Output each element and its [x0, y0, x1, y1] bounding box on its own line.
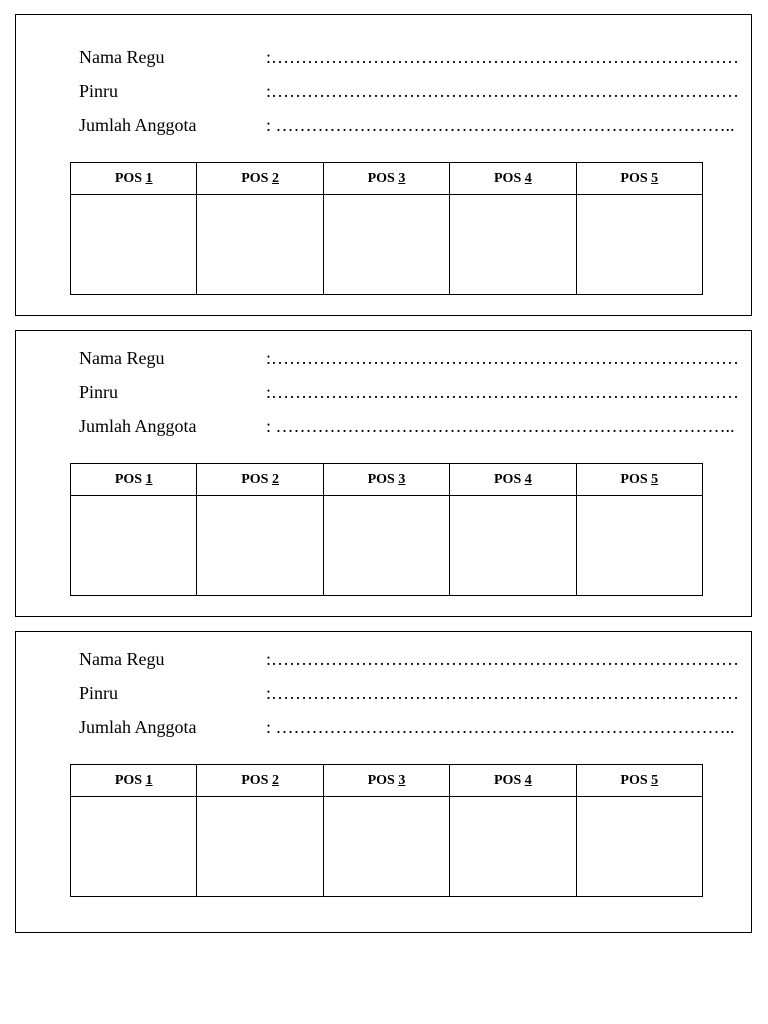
pos-table — [70, 162, 703, 295]
pos-cell-3[interactable] — [323, 797, 449, 897]
pos-header-2: POS 2 — [197, 464, 323, 496]
pos-cell-2[interactable] — [197, 195, 323, 295]
pos-cell-4[interactable] — [450, 797, 576, 897]
pos-cell-3[interactable] — [323, 195, 449, 295]
pos-header-1: POS 1 — [71, 464, 197, 496]
pos-cell-2[interactable] — [197, 496, 323, 596]
team-name-label: Nama Regu — [79, 348, 165, 368]
pos-score-row — [71, 496, 703, 596]
pos-cell-3[interactable] — [323, 496, 449, 596]
members-count-blank: : ………………………………………………………………….. — [266, 717, 735, 737]
pos-header-4: POS 4 — [450, 765, 576, 797]
pos-header-2: POS 2 — [197, 163, 323, 195]
pos-cell-5[interactable] — [576, 797, 702, 897]
members-count-label: Jumlah Anggota — [79, 416, 197, 436]
pos-header-3: POS 3 — [323, 464, 449, 496]
pos-table — [70, 463, 703, 596]
pos-cell-4[interactable] — [450, 195, 576, 295]
members-count-blank: : ………………………………………………………………….. — [266, 416, 735, 436]
team-name-label: Nama Regu — [79, 47, 165, 67]
pos-cell-5[interactable] — [576, 195, 702, 295]
pos-score-row — [71, 797, 703, 897]
leader-blank: :…………………………………………………………………… — [266, 683, 740, 703]
pos-header-row — [71, 765, 703, 797]
pos-header-5: POS 5 — [576, 765, 702, 797]
pos-header-5: POS 5 — [576, 163, 702, 195]
pos-header-1: POS 1 — [71, 163, 197, 195]
members-count-label: Jumlah Anggota — [79, 115, 197, 135]
leader-label: Pinru — [79, 382, 119, 402]
pos-cell-1[interactable] — [71, 195, 197, 295]
form-card-2 — [15, 330, 752, 617]
pos-cell-1[interactable] — [71, 797, 197, 897]
leader-label: Pinru — [79, 81, 119, 101]
pos-table — [70, 764, 703, 897]
team-name-blank: :…………………………………………………………………… — [266, 649, 740, 669]
pos-cell-1[interactable] — [71, 496, 197, 596]
pos-cell-2[interactable] — [197, 797, 323, 897]
pos-cell-5[interactable] — [576, 496, 702, 596]
pos-header-5: POS 5 — [576, 464, 702, 496]
team-name-blank: :…………………………………………………………………… — [266, 47, 740, 67]
form-card-1 — [15, 14, 752, 316]
members-count-blank: : ………………………………………………………………….. — [266, 115, 735, 135]
pos-header-row — [71, 163, 703, 195]
members-count-label: Jumlah Anggota — [79, 717, 197, 737]
pos-cell-4[interactable] — [450, 496, 576, 596]
pos-header-row — [71, 464, 703, 496]
leader-blank: :…………………………………………………………………… — [266, 81, 740, 101]
team-name-label: Nama Regu — [79, 649, 165, 669]
team-name-blank: :…………………………………………………………………… — [266, 348, 740, 368]
pos-header-3: POS 3 — [323, 163, 449, 195]
pos-header-4: POS 4 — [450, 464, 576, 496]
leader-label: Pinru — [79, 683, 119, 703]
pos-header-3: POS 3 — [323, 765, 449, 797]
pos-score-row — [71, 195, 703, 295]
form-card-3 — [15, 631, 752, 933]
leader-blank: :…………………………………………………………………… — [266, 382, 740, 402]
pos-header-2: POS 2 — [197, 765, 323, 797]
pos-header-1: POS 1 — [71, 765, 197, 797]
pos-header-4: POS 4 — [450, 163, 576, 195]
